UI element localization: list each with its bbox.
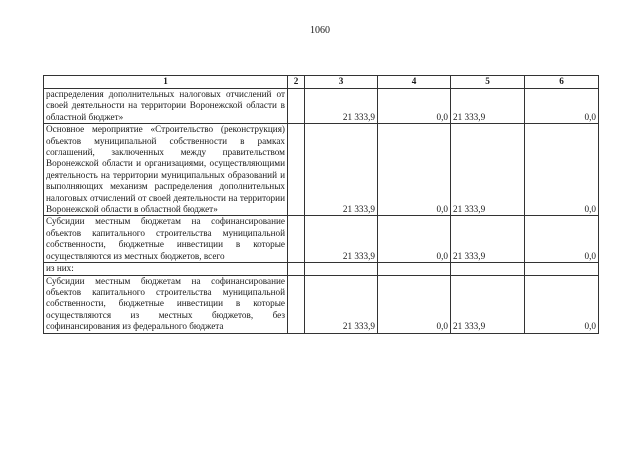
row-col-3: [305, 263, 378, 275]
row-col-6: 0,0: [525, 124, 599, 216]
row-col-4: 0,0: [378, 124, 451, 216]
row-description: Основное мероприятие «Строительство (реконструкция) объектов муниципальной собственности в рамках соглашений, заключенных между правительством Воронежской области и организациями, осуществляющими деятельность на территории муниципальных образований и выполняющих механизм распределения дополнительных налоговых отчислений от своей деятельности на территории Воронежской области в областной бюджет»: [44, 124, 288, 216]
row-col-3: 21 333,9: [305, 216, 378, 263]
row-col-2: [288, 216, 305, 263]
row-col-2: [288, 124, 305, 216]
header-col-2: 2: [288, 76, 305, 89]
header-col-4: 4: [378, 76, 451, 89]
table-row: [44, 216, 599, 263]
budget-table: [43, 75, 599, 334]
row-description: из них:: [44, 263, 288, 275]
row-description: Субсидии местным бюджетам на софинансирование объектов капитального строительства муниципальной собственности, бюджетные инвестиции в которые осуществляются из местных бюджетов, без софинансирования из федерального бюджета: [44, 275, 288, 333]
header-col-6: 6: [525, 76, 599, 89]
table-row: [44, 263, 599, 275]
row-col-5: 21 333,9: [451, 124, 525, 216]
header-col-1: 1: [44, 76, 288, 89]
row-description: Субсидии местным бюджетам на софинансирование объектов капитального строительства муниципальной собственности, бюджетные инвестиции в которые осуществляются из местных бюджетов, всего: [44, 216, 288, 263]
table-header-row: [44, 76, 599, 89]
table-row: [44, 124, 599, 216]
row-col-5: 21 333,9: [451, 216, 525, 263]
row-col-4: [378, 263, 451, 275]
row-col-3: 21 333,9: [305, 124, 378, 216]
row-col-5: 21 333,9: [451, 89, 525, 124]
row-description: распределения дополнительных налоговых отчислений от своей деятельности на территории Воронежской области в областной бюджет»: [44, 89, 288, 124]
row-col-6: 0,0: [525, 275, 599, 333]
row-col-4: 0,0: [378, 89, 451, 124]
row-col-4: 0,0: [378, 216, 451, 263]
row-col-2: [288, 89, 305, 124]
row-col-4: 0,0: [378, 275, 451, 333]
header-col-5: 5: [451, 76, 525, 89]
row-col-5: [451, 263, 525, 275]
row-col-2: [288, 275, 305, 333]
page-number: 1060: [310, 25, 330, 36]
row-col-3: 21 333,9: [305, 275, 378, 333]
row-col-2: [288, 263, 305, 275]
row-col-6: 0,0: [525, 216, 599, 263]
table-row: [44, 89, 599, 124]
row-col-6: 0,0: [525, 89, 599, 124]
table-row: [44, 275, 599, 333]
row-col-6: [525, 263, 599, 275]
row-col-5: 21 333,9: [451, 275, 525, 333]
row-col-3: 21 333,9: [305, 89, 378, 124]
header-col-3: 3: [305, 76, 378, 89]
